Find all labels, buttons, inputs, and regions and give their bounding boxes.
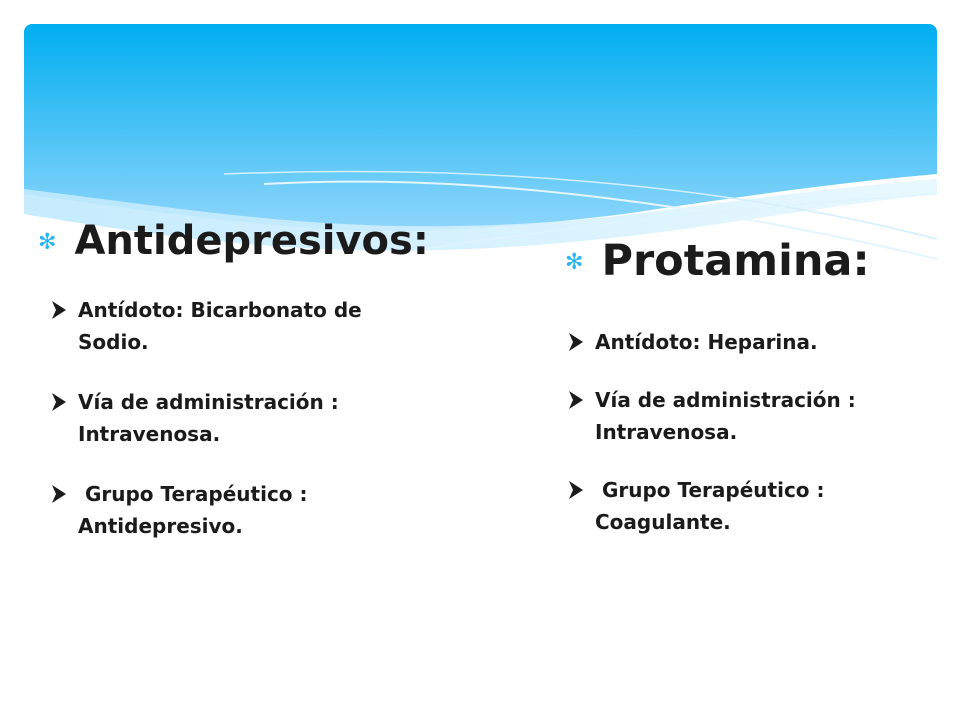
list-item [565, 326, 935, 358]
section-heading-label: Protamina: [601, 236, 870, 286]
arrow-bullet-icon [565, 389, 587, 411]
list-item-text: Antídoto: Bicarbonato de Sodio. [78, 298, 362, 354]
list-item-text: Grupo Terapéutico : Coagulante. [595, 478, 825, 534]
list-item [565, 384, 935, 448]
list-item [48, 478, 458, 542]
bullet-list [565, 326, 935, 538]
section-heading [565, 236, 935, 286]
arrow-bullet-icon [48, 483, 70, 505]
arrow-bullet-icon [48, 299, 70, 321]
bullet-list [48, 294, 458, 542]
list-item-text: Vía de administración : Intravenosa. [595, 388, 856, 444]
list-item [48, 294, 458, 358]
section-heading-label: Antidepresivos: [74, 218, 429, 264]
asterisk-icon: ✻ [565, 250, 584, 275]
list-item-text: Vía de administración : Intravenosa. [78, 390, 339, 446]
arrow-bullet-icon [565, 479, 587, 501]
list-item [565, 474, 935, 538]
section-heading [38, 218, 458, 264]
list-item [48, 386, 458, 450]
arrow-bullet-icon [565, 331, 587, 353]
list-item-text: Grupo Terapéutico : Antidepresivo. [78, 482, 308, 538]
antidepresivos-section [38, 218, 458, 570]
list-item-text: Antídoto: Heparina. [595, 330, 818, 354]
arrow-bullet-icon [48, 391, 70, 413]
protamina-section [565, 236, 935, 564]
asterisk-icon: ✻ [38, 230, 57, 255]
